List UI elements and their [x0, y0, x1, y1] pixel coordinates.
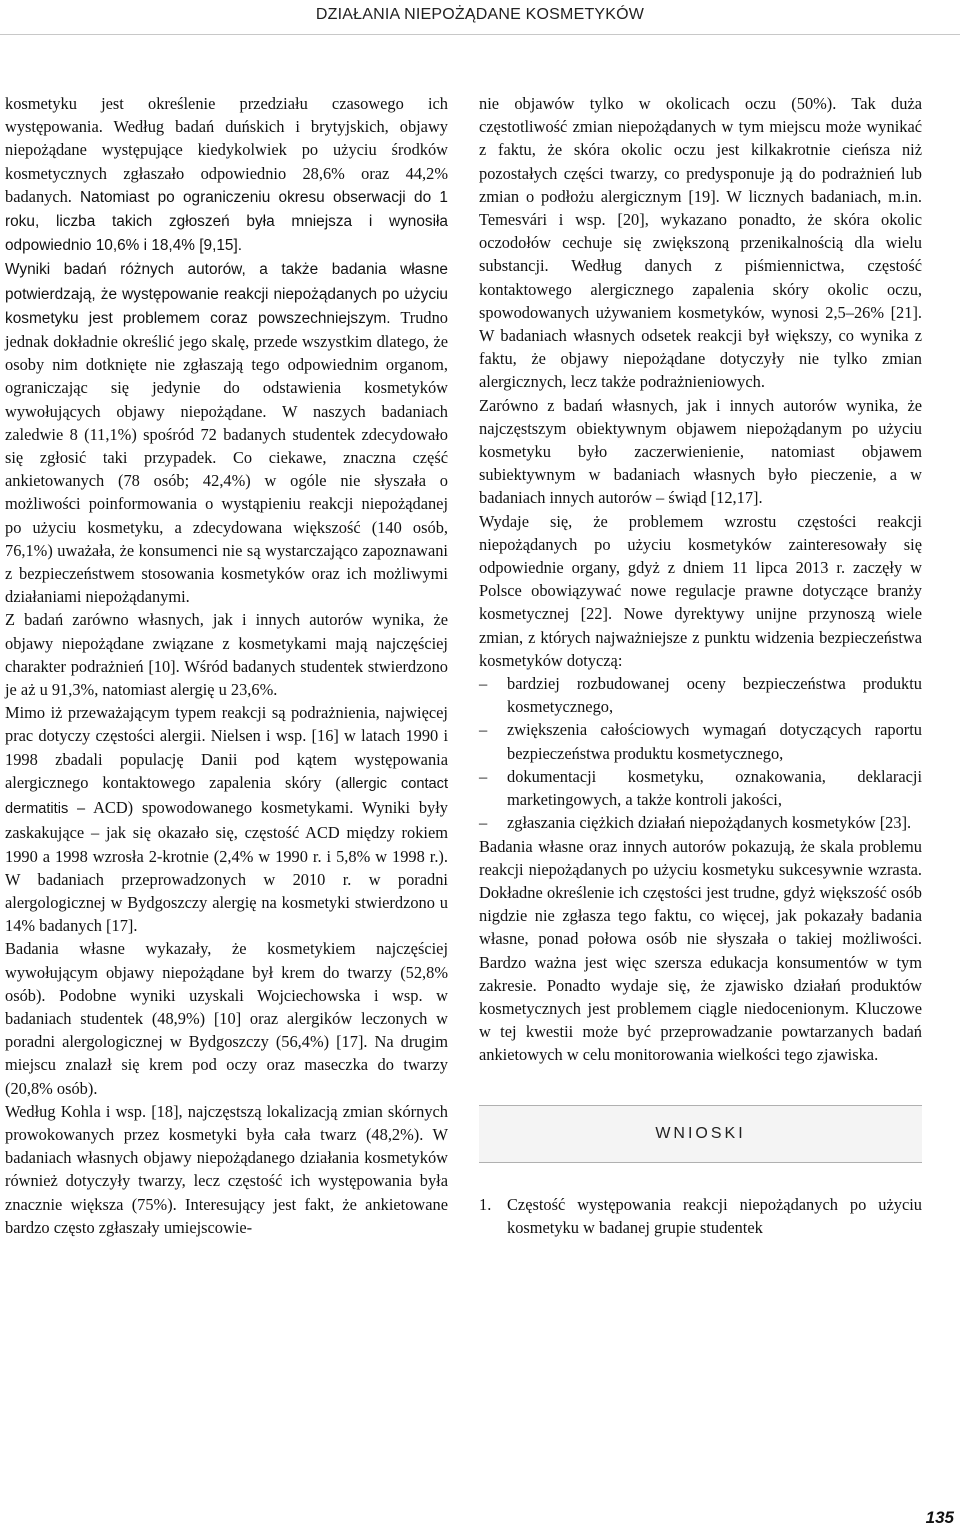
paragraph-text: kosmetyku jest określenie przedziału czasowego ich występowania. Według badań duńskich i brytyjskich, objawy niepożądane występujące kiedykolwiek po użyciu środków kosmetycznych zgłaszało odpowiednio 28,6% oraz 44,2% badanych. — [5, 94, 448, 206]
paragraph: Zarówno z badań własnych, jak i innych autorów wynika, że najczęstszym obiektywnym objawem niepożądanym po użyciu kosmetyku było zaczerwienienie, natomiast objawem subiektywnym w badaniach własnych było pieczenie, a w badaniach innych autorów – świąd [12,17]. — [479, 395, 922, 508]
paragraph-text-sans: Natomiast po ograniczeniu okresu obserwacji do 1 roku, liczba takich zgłoszeń była mniejsza i wynosiła odpowiednio 10,6% i 18,4% [9,15]. — [5, 188, 448, 255]
conclusions-heading: WNIOSKI — [655, 1124, 746, 1142]
list-item — [479, 811, 922, 834]
conclusion-item — [479, 1193, 922, 1239]
paragraph-text-sans: Wyniki badań różnych autorów, a także badania własne potwierdzają, że występowanie reakcji niepożądanych po użyciu kosmetyku jest problemem coraz powszechniejszym. — [5, 261, 448, 327]
conclusion-text: Częstość występowania reakcji niepożądanych po użyciu kosmetyku w badanej grupie studentek — [507, 1194, 922, 1237]
paragraph — [5, 92, 448, 257]
regulation-list — [479, 672, 922, 834]
conclusions-list — [479, 1193, 922, 1239]
page-number: 135 — [925, 1508, 954, 1527]
list-item — [479, 672, 922, 718]
paragraph: nie objawów tylko w okolicach oczu (50%). Tak duża częstotliwość zmian niepożądanych w tym miejscu może wynikać z faktu, że skóra okolic oczu jest kilkakrotnie cieńsza niż pozostałych części twarzy, co predysponuje ją do podrażnień lub zmian o podłożu alergicznym [19]. W licznych badaniach, m.in. Temesvári i wsp. [20], wykazano ponadto, że skóra okolic oczodołów cechuje się zwiększoną przenikalnością dla wielu substancji. Według danych z piśmiennictwa, częstość kontaktowego alergicznego zapalenia skóry okolic oczu, spowodowanych używaniem kosmetyków, wynosi 2,5–26% [21]. W badaniach własnych odsetek reakcji był większy, co wynika z faktu, że objawy niepożądane dotyczyły nie tylko zmian alergicznych, lecz także podrażnieniowych. — [479, 94, 922, 392]
list-item-text: zgłaszania ciężkich działań niepożądanych kosmetyków [23]. — [507, 813, 912, 833]
latin-term: allergic contact dermatitis – — [5, 775, 448, 818]
list-item — [479, 718, 922, 764]
conclusions-section-header — [479, 1105, 922, 1163]
right-column — [479, 92, 922, 1239]
paragraph — [5, 701, 448, 937]
list-item — [479, 765, 922, 811]
paragraph-text: ACD) spowodowanego kosmetykami. Wyniki były zaskakujące – jak się okazało się, częstość ACD między rokiem 1990 a 1998 wzrosła 2-krotnie (2,4% w 1990 r. i 5,8% w 1998 r.). W badaniach przeprowadzonych w 2010 r. w poradni alergologicznej w Bydgoszczy alergię na kosmetyki stwierdzono u 14% badanych [17]. — [5, 798, 448, 936]
list-item-text: bardziej rozbudowanej oceny bezpieczeństwa produktu kosmetycznego, — [507, 674, 922, 717]
paragraph — [5, 257, 448, 608]
list-item-text: dokumentacji kosmetyku, oznakowania, deklaracji marketingowych, a także kontroli jakości, — [507, 766, 922, 810]
list-item-text: zwiększenia całościowych wymagań dotyczących raportu bezpieczeństwa produktu kosmetycznego, — [507, 720, 922, 763]
running-header: DZIAŁANIA NIEPOŻĄDANE KOSMETYKÓW — [315, 6, 645, 23]
paragraph-text: Trudno jednak dokładnie określić jego skalę, przede wszystkim dlatego, że osoby nim dotknięte nie zgłaszają tego odpowiednim organom, ograniczając się jedynie do odstawienia kosmetyków wywołujących objawy niepożądane. W naszych badaniach zaledwie 8 (11,1%) spośród 72 badanych studentek zdecydowało się zgłosić taki przypadek. Co ciekawe, znaczna część ankietowanych (78 osób; 42,4%) w ogóle nie słyszała o możliwości poinformowania o wystąpieniu reakcji niepożądanej po użyciu kosmetyku, a zdecydowana większość (140 osób, 76,1%) uważała, że konsumenci nie są wystarczająco zapoznawani z bezpieczeństwem stosowania kosmetyków oraz ich możliwymi działaniami niepożądanymi. — [5, 307, 448, 607]
header-rule — [0, 34, 960, 35]
paragraph-text: Mimo iż przeważającym typem reakcji są podrażnienia, najwięcej prac dotyczy częstości alergii. Nielsen i wsp. [16] w latach 1990 i 1998 zbadali populację Danii pod kątem występowania alergicznego kontaktowego zapalenia skóry ( — [5, 703, 448, 792]
conclusion-number: 1. — [479, 1194, 492, 1214]
paragraph: Z badań zarówno własnych, jak i innych autorów wynika, że objawy niepożądane związane z kosmetykami mają najczęściej charakter podrażnień [10]. Wśród badanych studentek stwierdzono je aż u 91,3%, natomiast alergię u 23,6%. — [5, 610, 448, 700]
left-column — [5, 92, 448, 1239]
paragraph: Badania własne wykazały, że kosmetykiem najczęściej wywołującym objawy niepożądane był krem do twarzy (52,8% osób). Podobne wyniki uzyskali Wojciechowska i wsp. w badaniach studentek (48,9%) [10] oraz alergików leczonych w poradni alergologicznej w Bydgoszczy (56,4%) [17]. Na drugim miejscu znalazł się krem pod oczy oraz maseczka do twarzy (20,8% osób). — [5, 939, 448, 1098]
list-dash: – — [479, 766, 488, 786]
list-dash: – — [479, 813, 488, 833]
paragraph: Według Kohla i wsp. [18], najczęstszą lokalizacją zmian skórnych prowokowanych przez kosmetyki była cała twarz (48,2%). W badaniach własnych objawy niepożądanego działania kosmetyków również dotyczyły twarzy, lecz częstość ich występowania była znacznie większa (75%). Interesujący jest fakt, że ankietowane bardzo często zgłaszały umiejscowie- — [5, 1101, 448, 1237]
list-dash: – — [479, 720, 488, 740]
paragraph: Wydaje się, że problemem wzrostu częstości reakcji niepożądanych po użyciu kosmetyków zainteresowały się odpowiednie organy, gdyż z dniem 11 lipca 2013 r. zaczęły w Polsce obowiązywać nowe regulacje prawne dotyczące branży kosmetycznej [22]. Nowe dyrektywy unijne przynoszą wiele zmian, z których najważniejsze z punktu widzenia bezpieczeństwa kosmetyków dotyczą: — [479, 511, 922, 670]
list-dash: – — [479, 674, 488, 694]
paragraph: Badania własne oraz innych autorów pokazują, że skala problemu reakcji niepożądanych po użyciu kosmetyku sukcesywnie wzrasta. Dokładne określenie ich częstości jest trudne, gdyż większość osób nigdzie nie zgłasza tego faktu, co więcej, jak pokazały badania własne, ponad połowa osób nie słyszała o takiej możliwości. Bardzo ważna jest więc szersza edukacja konsumentów w tym zakresie. Ponadto wydaje się, że zjawisko działań produktów kosmetycznych jest problemem ciągle niedocenionym. Kluczowe w tej kwestii może być przeprowadzanie powtarzanych badań ankietowych w celu monitorowania wielkości tego zjawiska. — [479, 836, 922, 1065]
